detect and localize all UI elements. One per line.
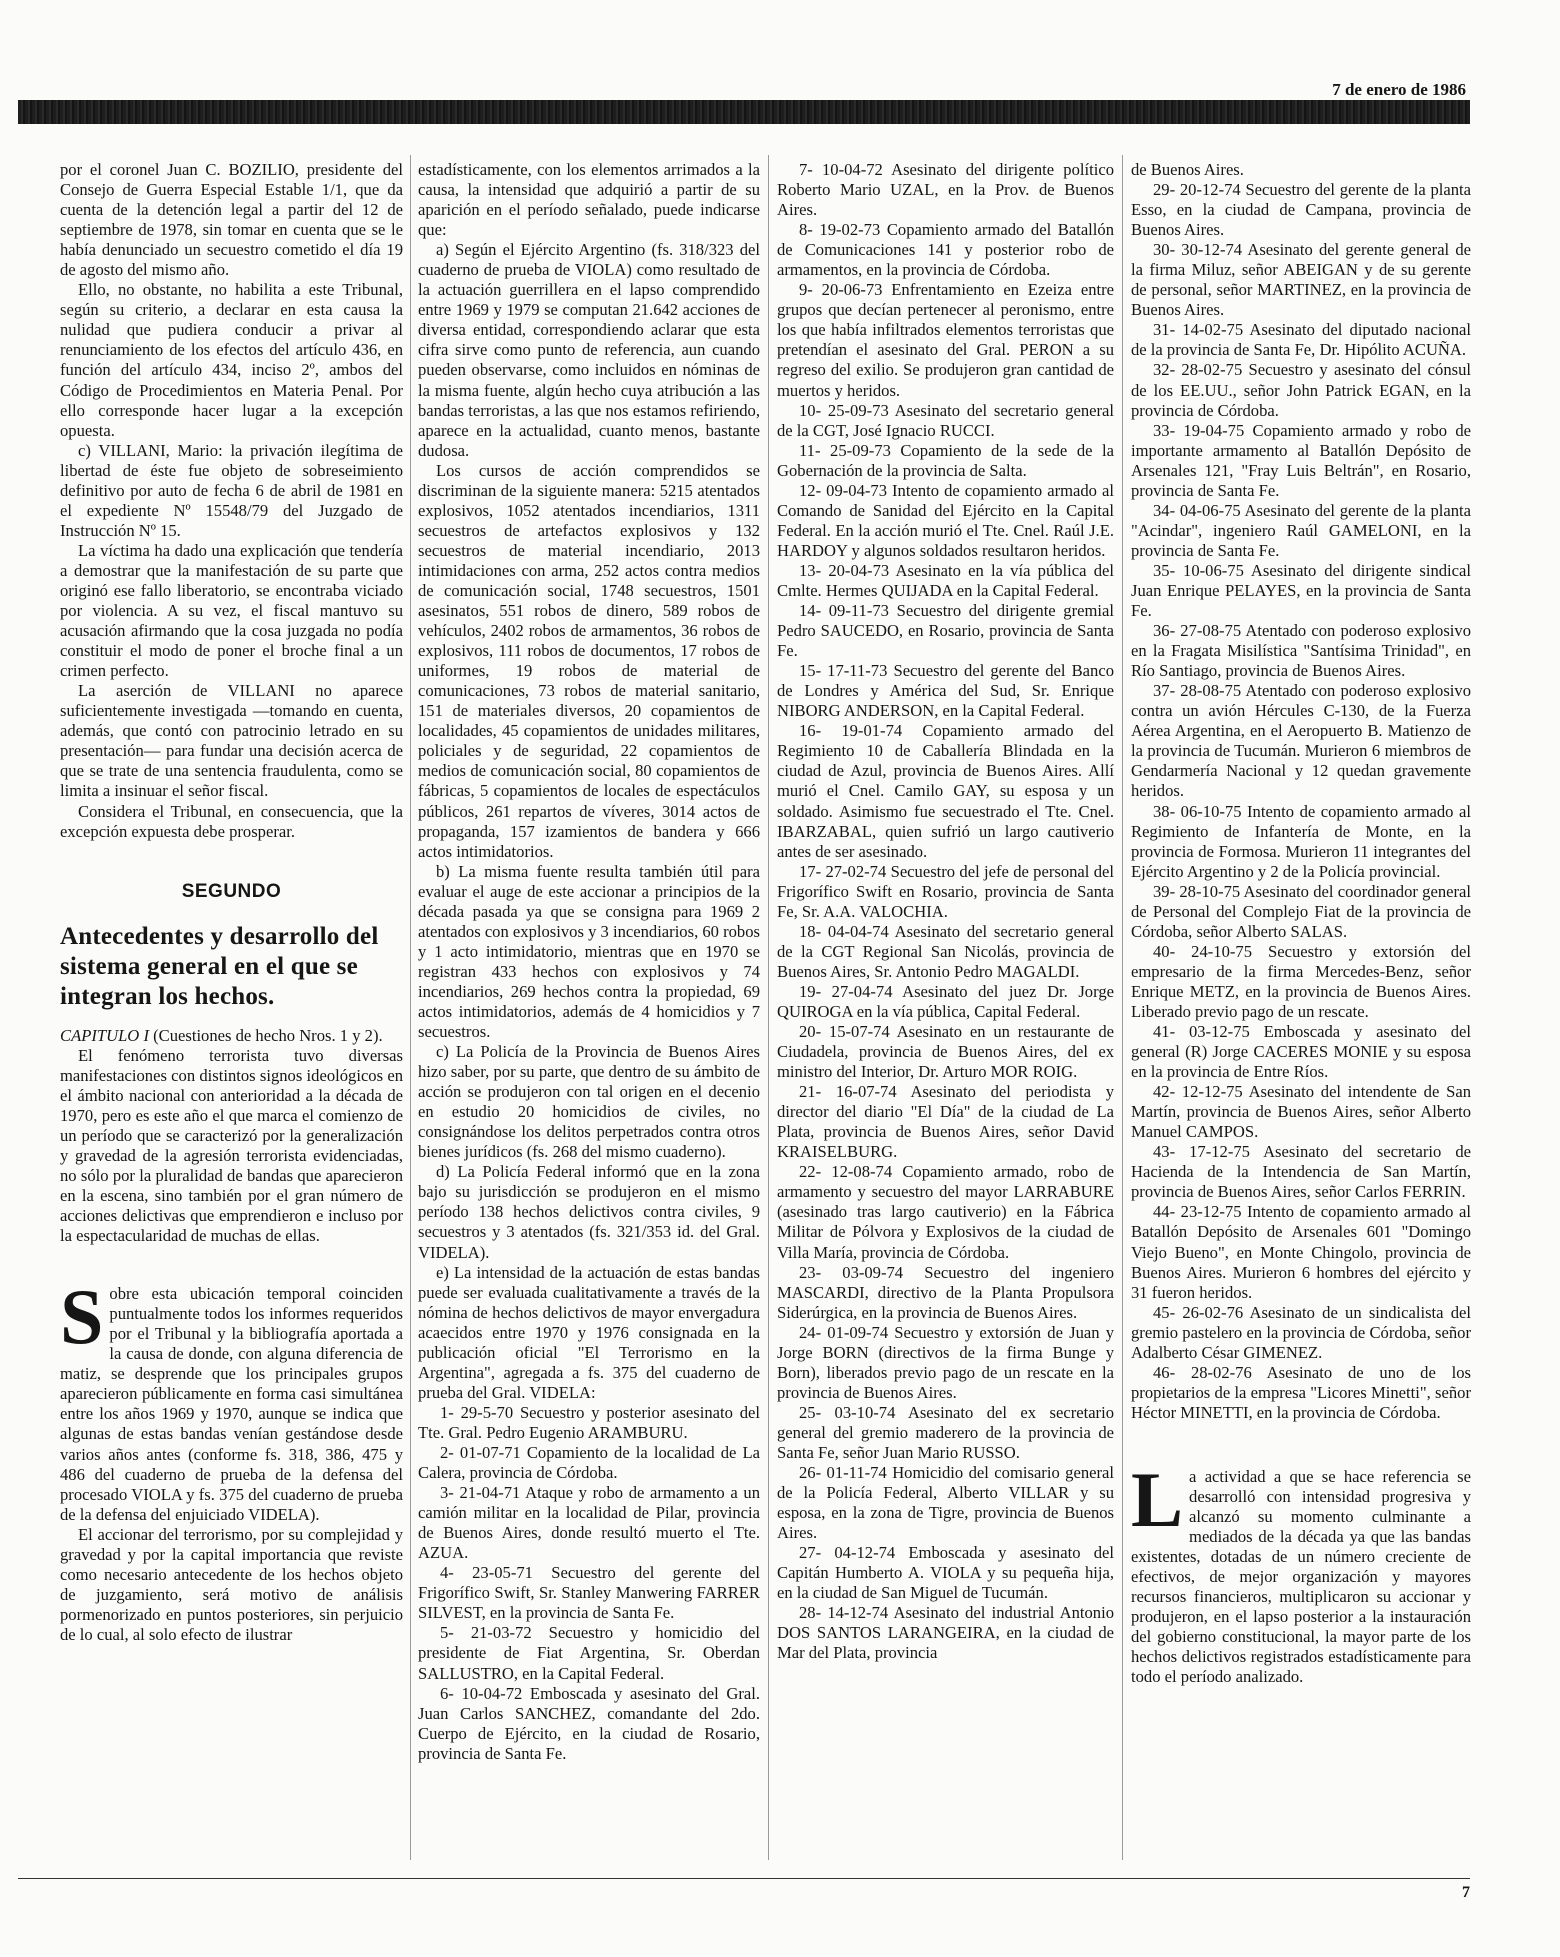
paragraph: c) La Policía de la Provincia de Buenos Aires hizo saber, por su parte, que dentro de su ámbito de acción se produjeron con tal origen en el decenio en estudio 20 homicidios de civiles, no consignándose los delitos perpetrados contra otros bienes jurídicos (fs. 268 del mismo cuaderno). [418,1042,760,1162]
paragraph-text: a actividad a que se hace referencia se desarrolló con intensidad progresiva y alcanzó su momento culminante a mediados de la década ya que las bandas existentes, dotadas de un número creciente de efectivos, de mejor organización y mayores recursos financieros, multiplicaron su accionar y produjeron, en el lapso posterior a la instauración del gobierno constitucional, la mayor parte de los hechos delictivos registrados estadísticamente para todo el período analizado. [1131,1466,1471,1687]
list-item: 22- 12-08-74 Copamiento armado, robo de armamento y secuestro del mayor LARRABURE (asesinado tras largo cautiverio) en la Fábrica Militar de Pólvora y Explosivos de la ciudad de Villa María, provincia de Córdoba. [777,1162,1114,1262]
paragraph: estadísticamente, con los elementos arrimados a la causa, la intensidad que adquirió a partir de su aparición en el período señalado, puede indicarse que: [418,160,760,240]
list-item: 7- 10-04-72 Asesinato del dirigente político Roberto Mario UZAL, en la Prov. de Buenos Aires. [777,160,1114,220]
paragraph: Los cursos de acción comprendidos se discriminan de la siguiente manera: 5215 atentados explosivos, 1052 atentados incendiarios, 1311 secuestros de artefactos explosivos y 132 secuestros de material incendiario, 2013 intimidaciones con arma, 252 actos contra medios de comunicación social, 1748 secuestros, 1501 asesinatos, 551 robos de dinero, 589 robos de vehículos, 2402 robos de armamentos, 36 robos de explosivos, 111 robos de documentos, 17 robos de uniformes, 19 robos de material de comunicaciones, 73 robos de material sanitario, 151 de materiales diversos, 20 copamientos de localidades, 45 copamientos de unidades militares, policiales y de seguridad, 22 copamientos de medios de comunicación social, 80 copamientos de fábricas, 5 copamientos de locales de espectáculos públicos, 261 repartos de víveres, 3014 actos de propaganda, 157 izamientos de bandera y 666 actos intimidatorios. [418,460,760,861]
list-item: 44- 23-12-75 Intento de copamiento armado al Batallón Depósito de Arsenales 601 "Domingo Viejo Bueno", en Monte Chingolo, provincia de Buenos Aires. Murieron 6 hombres del ejército y 31 fueron heridos. [1131,1202,1471,1302]
list-item: 4- 23-05-71 Secuestro del gerente del Frigorífico Swift, Sr. Stanley Manwering FARRER SILVEST, en la provincia de Santa Fe. [418,1563,760,1623]
list-item: 3- 21-04-71 Ataque y robo de armamento a un camión militar en la localidad de Pilar, provincia de Buenos Aires, donde resultó muerto el Tte. AZUA. [418,1483,760,1563]
section-headline: Antecedentes y desarrollo del sistema general en el que se integran los hechos. [60,922,379,1010]
list-item: 38- 06-10-75 Intento de copamiento armado al Regimiento de Infantería de Monte, en la provincia de Formosa. Murieron 11 integrantes del Ejército Argentino y 2 de la Policía provincial. [1131,801,1471,881]
drop-cap-paragraph [1131,1455,1471,1688]
list-item: 1- 29-5-70 Secuestro y posterior asesinato del Tte. Gral. Pedro Eugenio ARAMBURU. [418,1402,760,1442]
list-item: 5- 21-03-72 Secuestro y homicidio del presidente de Fiat Argentina, Sr. Oberdan SALLUSTRO, en la Capital Federal. [418,1623,760,1683]
column-1 [60,160,403,1860]
list-item: 27- 04-12-74 Emboscada y asesinato del Capitán Humberto A. VIOLA y su pequeña hija, en la ciudad de San Miguel de Tucumán. [777,1543,1114,1603]
drop-cap: S [60,1273,104,1361]
list-item: 40- 24-10-75 Secuestro y extorsión del empresario de la firma Mercedes-Benz, señor Enrique METZ, en la provincia de Buenos Aires. Liberado previo pago de un rescate. [1131,941,1471,1021]
paragraph: e) La intensidad de la actuación de estas bandas puede ser evaluada cualitativamente a través de la nómina de hechos delictivos de mayor envergadura acaecidos entre 1970 y 1976 consignada en la publicación oficial "El Terrorismo en la Argentina", agregada a fs. 375 del cuaderno de prueba del Gral. VIDELA: [418,1262,760,1402]
paragraph: b) La misma fuente resulta también útil para evaluar el auge de este accionar a principios de la década pasada ya que se consigna para 1969 2 atentados con explosivos y 3 incendiarios, 60 robos y 1 acto intimidatorio, mientras que en 1970 se registran 433 hechos con explosivos y 74 incendiarios, 269 hechos contra la propiedad, 69 actos intimidatorios, además de 4 homicidios y 7 secuestros. [418,861,760,1042]
section-label: SEGUNDO [181,880,282,902]
paragraph: El accionar del terrorismo, por su complejidad y gravedad y por la capital importancia que reviste como necesario antecedente de los hechos objeto de juzgamiento, será motivo de análisis pormenorizado en puntos posteriores, sin perjuicio de lo cual, al solo efecto de ilustrar [60,1524,403,1644]
paragraph: Considera el Tribunal, en consecuencia, que la excepción expuesta debe prosperar. [60,801,403,841]
list-item: 42- 12-12-75 Asesinato del intendente de San Martín, provincia de Buenos Aires, señor Alberto Manuel CAMPOS. [1131,1082,1471,1142]
list-item: 45- 26-02-76 Asesinato de un sindicalista del gremio pastelero en la provincia de Córdoba, señor Adalberto César GIMENEZ. [1131,1302,1471,1362]
list-item: 15- 17-11-73 Secuestro del gerente del Banco de Londres y América del Sud, Sr. Enrique NIBORG ANDERSON, en la Capital Federal. [777,661,1114,721]
list-item: 2- 01-07-71 Copamiento de la localidad de La Calera, provincia de Córdoba. [418,1443,760,1483]
column-divider [410,155,411,1860]
list-item: 31- 14-02-75 Asesinato del diputado nacional de la provincia de Santa Fe, Dr. Hipólito ACUÑA. [1131,320,1471,360]
column-divider [768,155,769,1860]
column-divider [1122,155,1123,1860]
list-item: 43- 17-12-75 Asesinato del secretario de Hacienda de la Intendencia de San Martín, provincia de Buenos Aires, señor Carlos FERRIN. [1131,1142,1471,1202]
page-number: 7 [1462,1884,1470,1901]
list-item: 26- 01-11-74 Homicidio del comisario general de la Policía Federal, Alberto VILLAR y su esposa, en la zona de Tigre, provincia de Buenos Aires. [777,1463,1114,1543]
list-item: 46- 28-02-76 Asesinato de uno de los propietarios de la empresa "Licores Minetti", señor Héctor MINETTI, en la provincia de Córdoba. [1131,1362,1471,1422]
list-item: 28- 14-12-74 Asesinato del industrial Antonio DOS SANTOS LARANGEIRA, en la ciudad de Mar del Plata, provincia [777,1603,1114,1663]
paragraph: La aserción de VILLANI no aparece suficientemente investigada —tomando en cuenta, además, que contó con patrocinio letrado en su presentación— para fundar una decisión acerca de que se trate de una sentencia fraudulenta, como se limita a insinuar el señor fiscal. [60,681,403,801]
list-item: 16- 19-01-74 Copamiento armado del Regimiento 10 de Caballería Blindada en la ciudad de Azul, provincia de Buenos Aires. Allí murió el Cnel. Camilo GAY, su esposa y un soldado. Asimismo fue secuestrado el Tte. Cnel. IBARZABAL, quien sufrió un largo cautiverio antes de ser asesinado. [777,721,1114,861]
list-item: 29- 20-12-74 Secuestro del gerente de la planta Esso, en la ciudad de Campana, provincia de Buenos Aires. [1131,180,1471,240]
list-item: 6- 10-04-72 Emboscada y asesinato del Gral. Juan Carlos SANCHEZ, comandante del 2do. Cuerpo de Ejército, en la ciudad de Rosario, provincia de Santa Fe. [418,1683,760,1763]
list-item: 13- 20-04-73 Asesinato en la vía pública del Cmlte. Hermes QUIJADA en la Capital Federal. [777,560,1114,600]
list-item: 37- 28-08-75 Atentado con poderoso explosivo contra un avión Hércules C-130, de la Fuerza Aérea Argentina, en el Aeropuerto B. Matienzo de la provincia de Tucumán. Murieron 6 miembros de Gendarmería Nacional y 12 quedan gravemente heridos. [1131,681,1471,801]
list-item: 35- 10-06-75 Asesinato del dirigente sindical Juan Enrique PELAYES, en la provincia de Santa Fe. [1131,560,1471,621]
list-item: 39- 28-10-75 Asesinato del coordinador general de Personal del Complejo Fiat de la provincia de Córdoba, señor Alberto SALAS. [1131,881,1471,941]
column-3 [777,160,1114,1860]
drop-cap: L [1131,1455,1184,1543]
header-bar [18,100,1470,124]
column-2 [418,160,760,1860]
list-item: 19- 27-04-74 Asesinato del juez Dr. Jorge QUIROGA en la vía pública, Capital Federal. [777,981,1114,1021]
list-item: 21- 16-07-74 Asesinato del periodista y director del diario "El Día" de la ciudad de La Plata, provincia de Buenos Aires, señor David KRAISELBURG. [777,1082,1114,1162]
paragraph: Ello, no obstante, no habilita a este Tribunal, según su criterio, a declarar en esta causa la nulidad que pudiera conducir a privar al renunciamiento de los efectos del artículo 436, en función del artículo 434, inciso 2º, ambos del Código de Procedimientos en Materia Penal. Por ello corresponde hacer lugar a la excepción opuesta. [60,280,403,440]
chapter-subtitle: (Cuestiones de hecho Nros. 1 y 2). [148,1025,383,1045]
list-item: 8- 19-02-73 Copamiento armado del Batallón de Comunicaciones 141 y posterior robo de armamentos, en la provincia de Córdoba. [777,220,1114,280]
list-item: 9- 20-06-73 Enfrentamiento en Ezeiza entre grupos que decían pertenecer al peronismo, entre los que había infiltrados elementos terroristas que pretendían el asesinato del Gral. PERON a su regreso del exilio. Se produjeron gran cantidad de muertos y heridos. [777,280,1114,400]
paragraph: por el coronel Juan C. BOZILIO, presidente del Consejo de Guerra Especial Estable 1/1, que da cuenta de la detención legal a partir del 12 de septiembre de 1978, sin tomar en cuenta que se le había denunciado un secuestro cometido el día 19 de agosto del mismo año. [60,160,403,280]
paragraph: d) La Policía Federal informó que en la zona bajo su jurisdicción se produjeron en el mismo período 138 hechos delictivos contra civiles, 9 secuestros y 3 atentados (fs. 321/353 id. del Gral. VIDELA). [418,1162,760,1262]
list-item: 14- 09-11-73 Secuestro del dirigente gremial Pedro SAUCEDO, en Rosario, provincia de Santa Fe. [777,601,1114,661]
list-item: 25- 03-10-74 Asesinato del ex secretario general del gremio maderero de la provincia de Santa Fe, señor Juan Mario RUSSO. [777,1402,1114,1462]
list-item: 41- 03-12-75 Emboscada y asesinato del general (R) Jorge CACERES MONIE y su esposa en la provincia de Entre Ríos. [1131,1022,1471,1082]
issue-date: 7 de enero de 1986 [1326,80,1470,100]
list-item: 18- 04-04-74 Asesinato del secretario general de la CGT Regional San Nicolás, provincia de Buenos Aires, Sr. Antonio Pedro MAGALDI. [777,921,1114,981]
paragraph: La víctima ha dado una explicación que tendería a demostrar que la manifestación de su parte que originó ese fallo liberatorio, se encontraba viciado por violencia. A su vez, el fiscal mantuvo su acusación afirmando que la cosa juzgada no podía constituir el modo de poner el broche final a un crimen perfecto. [60,540,403,681]
paragraph: c) VILLANI, Mario: la privación ilegítima de libertad de éste fue objeto de sobreseimiento definitivo por auto de fecha 6 de abril de 1981 en el expediente Nº 15548/79 del Juzgado de Instrucción Nº 15. [60,440,403,540]
drop-cap-paragraph [60,1273,403,1525]
list-item: 33- 19-04-75 Copamiento armado y robo de importante armamento al Batallón Depósito de Arsenales 121, "Fray Luis Beltrán", en Rosario, provincia de Santa Fe. [1131,420,1471,500]
paragraph: a) Según el Ejército Argentino (fs. 318/323 del cuaderno de prueba de VIOLA) como resultado de la actuación guerrillera en el lapso comprendido entre 1969 y 1979 se computan 21.642 acciones de diversa entidad, correspondiendo aclarar que esta cifra sirve como punto de referencia, aun cuando pueden observarse, como incluidos en nóminas de la misma fuente, algún hecho cuya atribución a las bandas terroristas, a las que nos estamos refiriendo, aparece en la actualidad, cuanto menos, bastante dudosa. [418,240,760,460]
list-item: 10- 25-09-73 Asesinato del secretario general de la CGT, José Ignacio RUCCI. [777,400,1114,440]
list-item: 34- 04-06-75 Asesinato del gerente de la planta "Acindar", ingeniero Raúl GAMELONI, en la provincia de Santa Fe. [1131,500,1471,560]
list-item: 30- 30-12-74 Asesinato del gerente general de la firma Miluz, señor ABEIGAN y de su gerente de personal, señor MARTINEZ, en la provincia de Buenos Aires. [1131,240,1471,320]
chapter-label: CAPITULO I [60,1025,149,1045]
list-item: 17- 27-02-74 Secuestro del jefe de personal del Frigorífico Swift en Rosario, provincia de Santa Fe, Sr. A.A. VALOCHIA. [777,861,1114,921]
list-item: 11- 25-09-73 Copamiento de la sede de la Gobernación de la provincia de Salta. [777,440,1114,480]
list-item: 32- 28-02-75 Secuestro y asesinato del cónsul de los EE.UU., señor John Patrick EGAN, en la provincia de Córdoba. [1131,360,1471,420]
column-4 [1131,160,1471,1860]
list-item: 23- 03-09-74 Secuestro del ingeniero MASCARDI, directivo de la Planta Propulsora Siderúrgica, en la provincia de Buenos Aires. [777,1262,1114,1322]
paragraph: El fenómeno terrorista tuvo diversas manifestaciones con distintos signos ideológicos en el ámbito nacional con anterioridad a la década de 1970, pero es este año el que marca el comienzo de un período que se caracterizó por la generalización y gravedad de la agresión terrorista evidenciadas, no sólo por la pluralidad de bandas que aparecieron en la escena, sino también por el gran número de acciones delictivas que emprendieron e incluso por la espectacularidad de muchas de ellas. [60,1045,403,1246]
list-item: 36- 27-08-75 Atentado con poderoso explosivo en la Fragata Misilística "Santísima Trinidad", en Río Santiago, provincia de Buenos Aires. [1131,621,1471,681]
list-item: 20- 15-07-74 Asesinato en un restaurante de Ciudadela, provincia de Buenos Aires, del ex ministro del Interior, Dr. Arturo MOR ROIG. [777,1022,1114,1082]
list-item: 12- 09-04-73 Intento de copamiento armado al Comando de Sanidad del Ejército en la Capital Federal. En la acción murió el Tte. Cnel. Raúl J.E. HARDOY y algunos soldados resultaron heridos. [777,480,1114,560]
footer-rule [18,1878,1470,1879]
list-item: 24- 01-09-74 Secuestro y extorsión de Juan y Jorge BORN (directivos de la firma Bunge y Born), liberados previo pago de un rescate en la provincia de Buenos Aires. [777,1322,1114,1402]
paragraph-text: obre esta ubicación temporal coinciden puntualmente todos los informes requeridos por el Tribunal y la bibliografía aportada a la causa de donde, con alguna diferencia de matiz, se desprende que los principales grupos aparecieron públicamente en forma casi simultánea entre los años 1969 y 1970, aunque se indica que algunas de estas bandas venían gestándose desde varios años antes (conforme fs. 318, 386, 475 y 486 del cuaderno de prueba de la defensa del procesado VIOLA y fs. 375 del cuaderno de prueba de la defensa del enjuiciado VIDELA). [60,1284,403,1524]
list-item: de Buenos Aires. [1131,160,1244,179]
chapter-line [60,1026,403,1046]
